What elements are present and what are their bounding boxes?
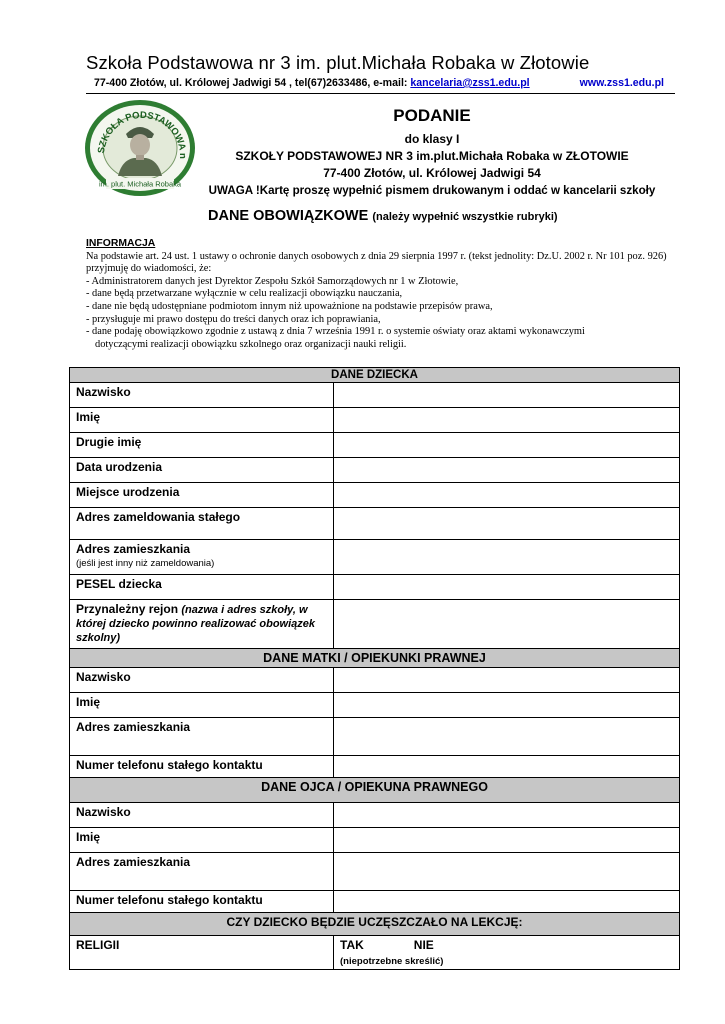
school-contact-line: [94, 77, 666, 89]
child-school-district-label: [70, 600, 334, 649]
school-address: 77-400 Złotów, ul. Królowej Jadwigi 54 , tel(67)2633486, e-mail:: [94, 77, 411, 89]
father-phone-field[interactable]: [334, 891, 680, 913]
child-section-header: DANE DZIECKA: [70, 368, 680, 383]
father-address-label: Adres zamieszkania: [70, 853, 334, 891]
child-residence-address-text: Adres zamieszkania: [76, 542, 191, 556]
father-first-name-field[interactable]: [334, 828, 680, 853]
child-residence-address-label: [70, 540, 334, 575]
grade-line: do klasy I: [404, 132, 460, 146]
mandatory-data-note: (należy wypełnić wszystkie rubryki): [372, 211, 558, 223]
mother-section-header: DANE MATKI / OPIEKUNKI PRAWNEJ: [70, 649, 680, 668]
father-first-name-label: Imię: [70, 828, 334, 853]
child-school-district-hint: (nazwa i adres szkoły, w której dziecko powinno realizować obowiązek szkolny): [76, 604, 315, 644]
information-clause: [86, 238, 676, 351]
information-item: - przysługuje mi prawo dostępu do treści danych oraz ich poprawiania,: [86, 313, 381, 325]
information-item: - dane będą przetwarzane wyłącznie w celu realizacji obowiązku nauczania,: [86, 288, 403, 300]
email-link[interactable]: kancelaria@zss1.edu.pl: [410, 77, 530, 89]
child-residence-address-hint: (jeśli jest inny niż zameldowania): [76, 558, 215, 569]
logo-arc-text: SZKOŁA PODSTAWOWA n: [96, 109, 189, 159]
mother-surname-field[interactable]: [334, 668, 680, 693]
child-registered-address-label: Adres zameldowania stałego: [70, 508, 334, 540]
child-surname-label: Nazwisko: [70, 383, 334, 408]
father-phone-label: Numer telefonu stałego kontaktu: [70, 891, 334, 913]
father-address-field[interactable]: [334, 853, 680, 891]
information-item: - dane nie będą udostępniane podmiotom innym niż upoważnione na podstawie przepisów prawa,: [86, 300, 493, 312]
child-birth-place-field[interactable]: [334, 483, 680, 508]
application-header: [200, 106, 664, 199]
address-line: 77-400 Złotów, ul. Królowej Jadwigi 54: [323, 166, 541, 180]
mother-address-label: Adres zamieszkania: [70, 718, 334, 756]
child-second-name-label: Drugie imię: [70, 433, 334, 458]
child-birth-date-label: Data urodzenia: [70, 458, 334, 483]
school-name-title: Szkoła Podstawowa nr 3 im. plut.Michała Robaka w Złotowie: [86, 52, 590, 73]
child-pesel-label: PESEL dziecka: [70, 575, 334, 600]
information-heading: INFORMACJA: [86, 238, 156, 249]
mother-first-name-label: Imię: [70, 693, 334, 718]
child-first-name-label: Imię: [70, 408, 334, 433]
information-item-continued: dotyczącymi realizacji obowiązku szkolnego oraz organizacji nauki religii.: [95, 338, 407, 350]
father-section-header: DANE OJCA / OPIEKUNA PRAWNEGO: [70, 778, 680, 803]
child-registered-address-field[interactable]: [334, 508, 680, 540]
religion-label: RELIGII: [70, 936, 334, 970]
religion-yes-option[interactable]: TAK: [340, 938, 364, 952]
child-birth-date-field[interactable]: [334, 458, 680, 483]
lessons-section-header: CZY DZIECKO BĘDZIE UCZĘSZCZAŁO NA LEKCJĘ:: [70, 913, 680, 936]
mother-first-name-field[interactable]: [334, 693, 680, 718]
mandatory-data-title: DANE OBOWIĄZKOWE: [208, 208, 373, 224]
information-intro: Na podstawie art. 24 ust. 1 ustawy o ochronie danych osobowych z dnia 29 sierpnia 1997 r. (tekst jednolity: Dz.U. 2002 r. Nr 101 poz. 926) przyjmuję do wiadomości, że:: [86, 250, 667, 275]
religion-choice-note: (niepotrzebne skreślić): [340, 956, 444, 967]
logo-bottom-text: im. plut. Michała Robaka: [98, 179, 182, 189]
information-item: - Administratorem danych jest Dyrektor Zespołu Szkół Samorządowych nr 1 w Złotowie,: [86, 275, 459, 287]
religion-choice-field[interactable]: [334, 936, 680, 970]
child-surname-field[interactable]: [334, 383, 680, 408]
header-divider: [86, 93, 675, 94]
mother-phone-field[interactable]: [334, 756, 680, 778]
school-line: SZKOŁY PODSTAWOWEJ NR 3 im.plut.Michała Robaka w ZŁOTOWIE: [235, 149, 629, 163]
warning-line: UWAGA !Kartę proszę wypełnić pismem drukowanym i oddać w kancelarii szkoły: [208, 184, 656, 197]
religion-no-option[interactable]: NIE: [413, 938, 434, 952]
child-birth-place-label: Miejsce urodzenia: [70, 483, 334, 508]
child-school-district-text: Przynależny rejon: [76, 602, 182, 616]
school-logo: [82, 98, 198, 198]
information-item: - dane podaję obowiązkowo zgodnie z ustawą z dnia 7 września 1991 r. o systemie oświaty oraz aktami wykonawczymi: [86, 326, 585, 338]
application-form-table: [69, 367, 680, 970]
mandatory-data-heading: [208, 208, 558, 224]
mother-address-field[interactable]: [334, 718, 680, 756]
website-link[interactable]: www.zss1.edu.pl: [579, 77, 664, 89]
mother-phone-label: Numer telefonu stałego kontaktu: [70, 756, 334, 778]
application-title: PODANIE: [393, 106, 471, 125]
mother-surname-label: Nazwisko: [70, 668, 334, 693]
father-surname-label: Nazwisko: [70, 803, 334, 828]
father-surname-field[interactable]: [334, 803, 680, 828]
child-pesel-field[interactable]: [334, 575, 680, 600]
child-residence-address-field[interactable]: [334, 540, 680, 575]
child-first-name-field[interactable]: [334, 408, 680, 433]
child-second-name-field[interactable]: [334, 433, 680, 458]
child-school-district-field[interactable]: [334, 600, 680, 649]
